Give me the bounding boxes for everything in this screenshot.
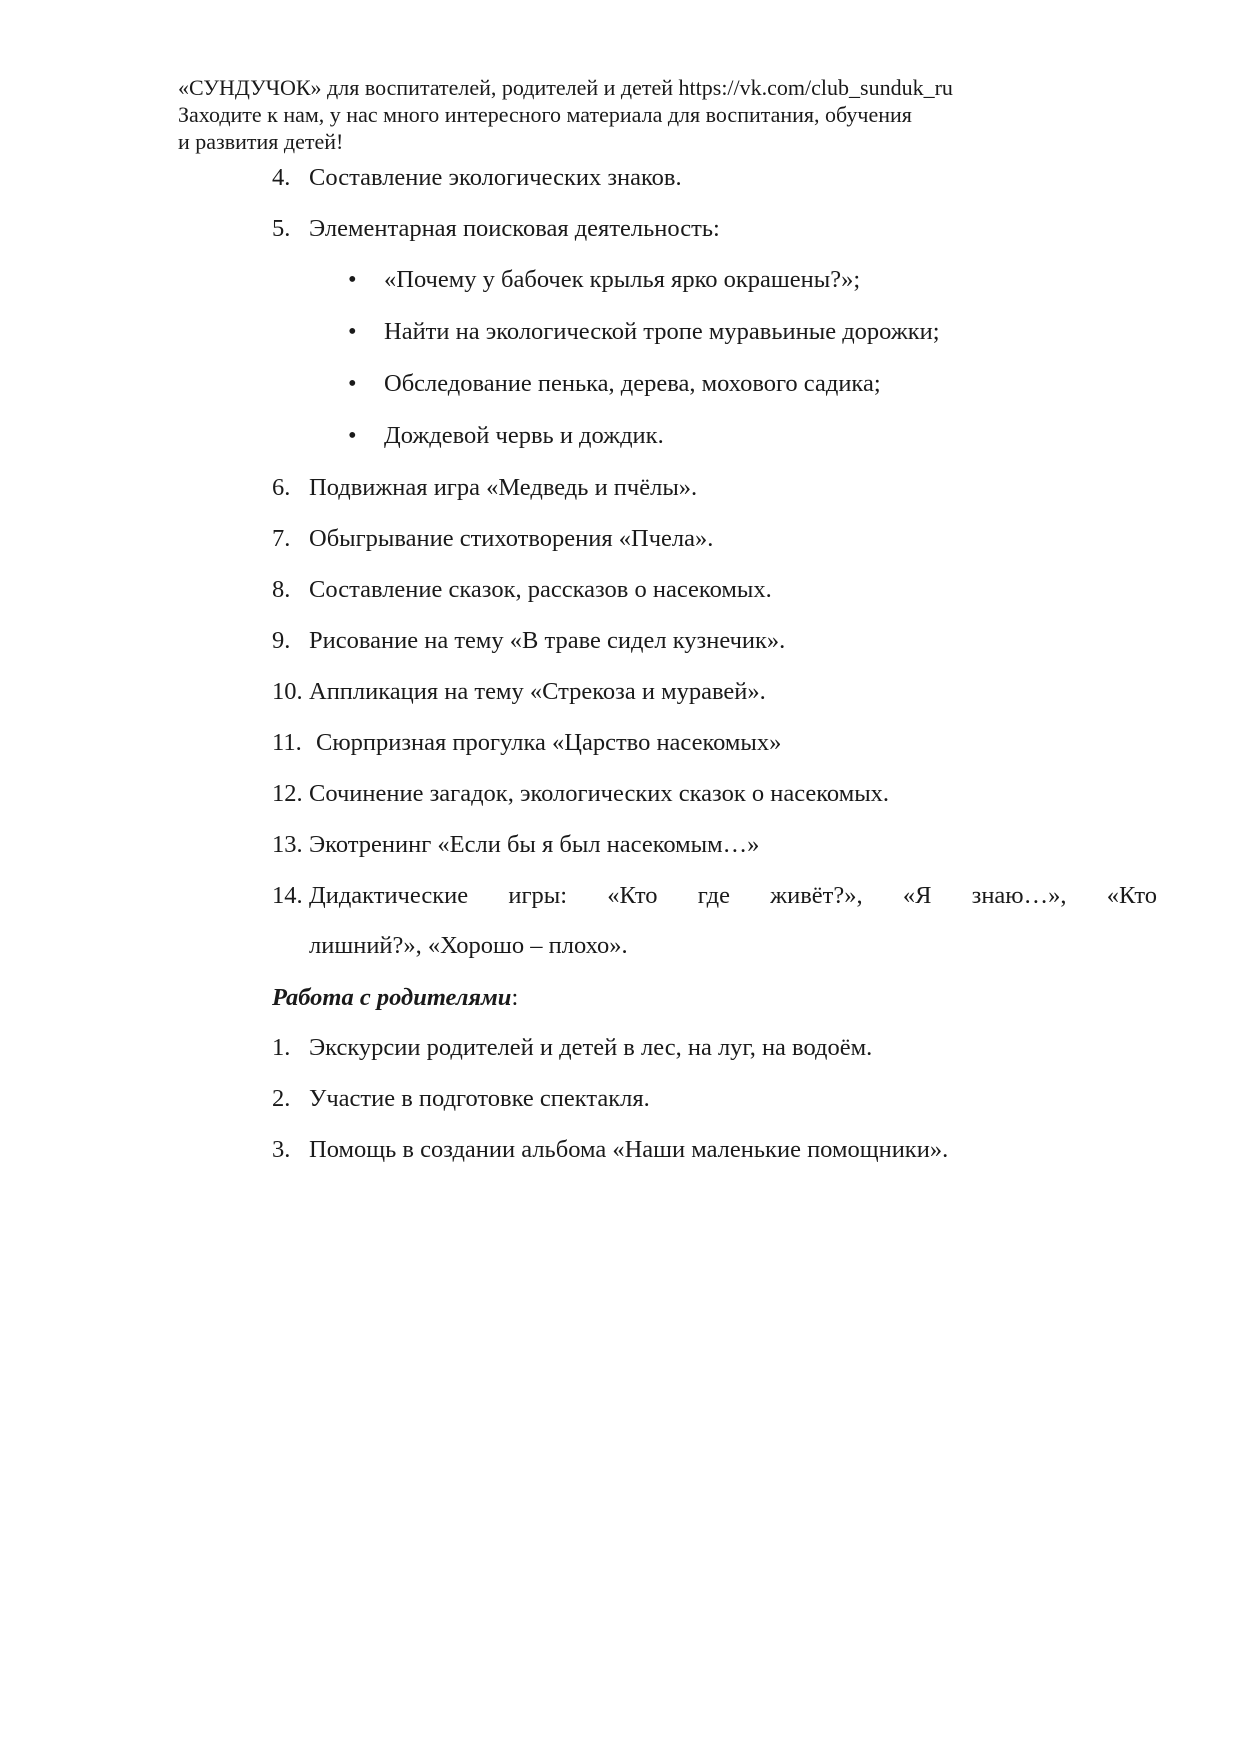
section-heading-text: Работа с родителями (272, 984, 512, 1011)
item-word: знаю…», (971, 882, 1067, 909)
bullet-item (272, 416, 1156, 468)
item-number: 10. (272, 678, 303, 705)
list-item (272, 672, 1156, 723)
bullet-icon: • (348, 266, 357, 293)
item-word: «Я (902, 882, 932, 909)
item-text: Обыгрывание стихотворения «Пчела». (309, 525, 714, 552)
list-item (272, 723, 1156, 774)
item-text: Рисование на тему «В траве сидел кузнечик». (309, 627, 786, 654)
item-word: «Кто (607, 882, 658, 909)
item-text: Помощь в создании альбома «Наши маленькие помощники». (309, 1136, 949, 1163)
item-number: 11. (272, 729, 302, 756)
bullet-icon: • (348, 422, 357, 449)
item-word: где (697, 882, 730, 909)
list-item (272, 621, 1156, 672)
item-word: Дидактические (309, 882, 469, 909)
item-number: 6. (272, 474, 291, 501)
item-text: Составление экологических знаков. (309, 164, 682, 191)
list-item (272, 209, 1156, 260)
item-text-line-1 (309, 876, 1157, 916)
list-item (272, 1130, 1156, 1181)
item-number: 2. (272, 1085, 291, 1112)
bullet-text: Дождевой червь и дождик. (384, 422, 664, 449)
item-text: Экскурсии родителей и детей в лес, на луг, на водоём. (309, 1034, 873, 1061)
item-number: 9. (272, 627, 291, 654)
bullet-text: Найти на экологической тропе муравьиные дорожки; (384, 318, 940, 345)
section-heading (272, 978, 1156, 1028)
bullet-icon: • (348, 318, 357, 345)
list-item (272, 1079, 1156, 1130)
item-text: Составление сказок, рассказов о насекомых. (309, 576, 772, 603)
header-line-3: и развития детей! (178, 129, 344, 154)
document-body (272, 158, 1156, 1181)
list-item (272, 1028, 1156, 1079)
list-item (272, 774, 1156, 825)
list-item (272, 825, 1156, 876)
list-item (272, 158, 1156, 209)
item-number: 4. (272, 164, 291, 191)
item-text: Экотренинг «Если бы я был насекомым…» (309, 831, 760, 858)
item-word: живёт?», (770, 882, 863, 909)
page-header (178, 74, 1078, 155)
section-heading-colon: : (511, 984, 519, 1011)
item-text: Аппликация на тему «Стрекоза и муравей». (309, 678, 766, 705)
list-item (272, 876, 1156, 978)
item-text: Участие в подготовке спектакля. (309, 1085, 650, 1112)
item-text: Сюрпризная прогулка «Царство насекомых» (316, 729, 782, 756)
item-word: «Кто (1106, 882, 1157, 909)
header-line-1: «СУНДУЧОК» для воспитателей, родителей и детей https://vk.com/club_sunduk_ru (178, 75, 953, 100)
bullet-icon: • (348, 370, 357, 397)
item-number: 1. (272, 1034, 291, 1061)
item-text: Подвижная игра «Медведь и пчёлы». (309, 474, 698, 501)
item-number: 14. (272, 882, 303, 909)
item-number: 3. (272, 1136, 291, 1163)
bullet-item (272, 364, 1156, 416)
list-item (272, 519, 1156, 570)
list-item (272, 570, 1156, 621)
item-number: 13. (272, 831, 303, 858)
list-item (272, 468, 1156, 519)
header-line-2: Заходите к нам, у нас много интересного материала для воспитания, обучения (178, 102, 912, 127)
item-number: 7. (272, 525, 291, 552)
item-number: 5. (272, 215, 291, 242)
bullet-item (272, 312, 1156, 364)
bullet-item (272, 260, 1156, 312)
item-number: 8. (272, 576, 291, 603)
item-text: Сочинение загадок, экологических сказок о насекомых. (309, 780, 890, 807)
bullet-text: «Почему у бабочек крылья ярко окрашены?»; (384, 266, 861, 293)
bullet-text: Обследование пенька, дерева, мохового садика; (384, 370, 881, 397)
item-text: Элементарная поисковая деятельность: (309, 215, 720, 242)
item-word: игры: (508, 882, 568, 909)
item-number: 12. (272, 780, 303, 807)
item-text-line-2: лишний?», «Хорошо – плохо». (309, 932, 628, 959)
